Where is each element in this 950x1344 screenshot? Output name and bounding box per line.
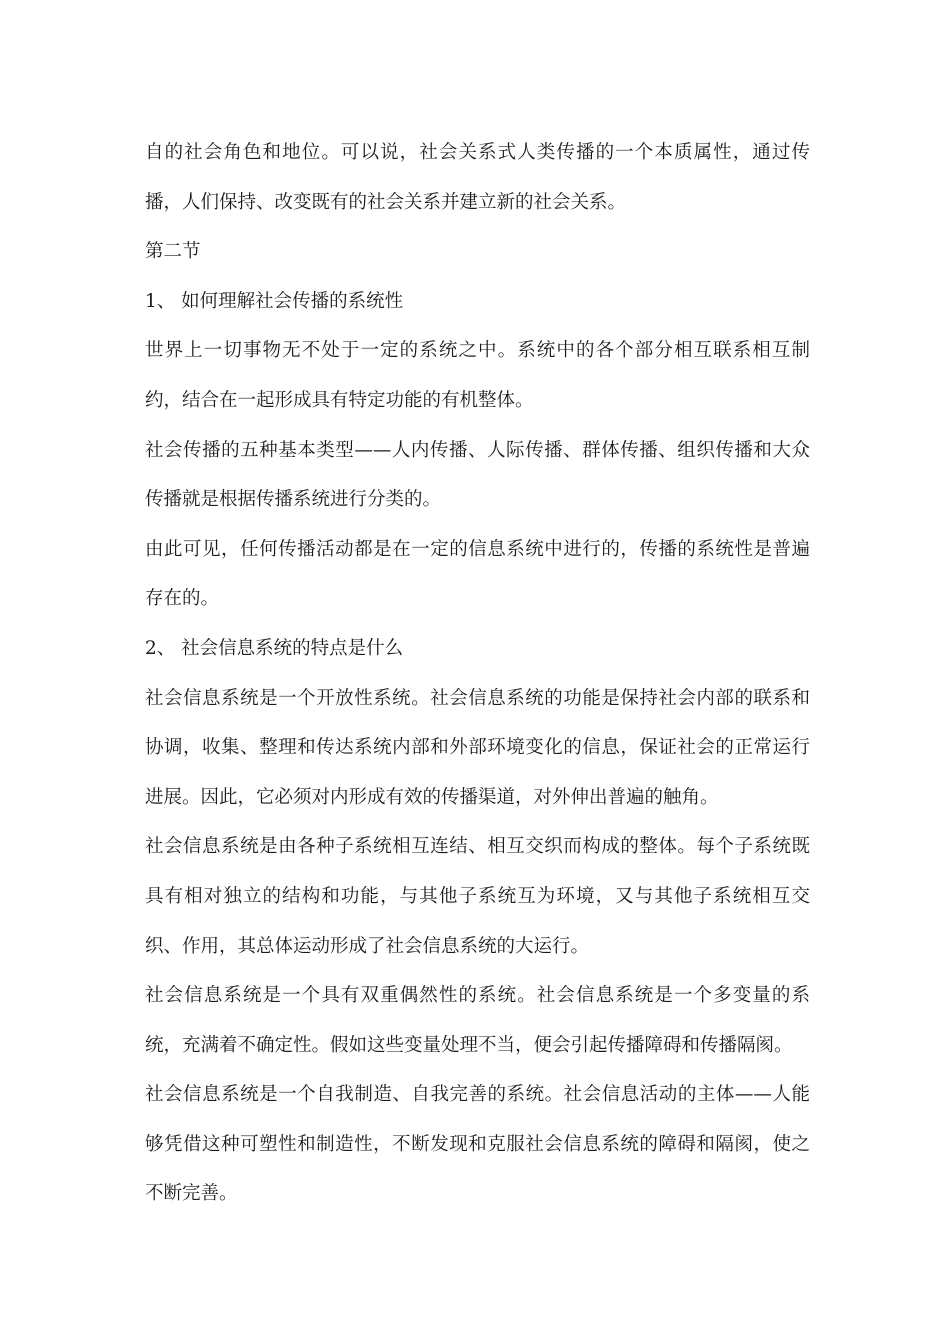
paragraph-system-overview: 世界上一切事物无不处于一定的系统之中。系统中的各个部分相互联系相互制约，结合在一起形成具有特定功能的有机整体。 — [145, 340, 810, 411]
question-heading-1: 1、 如何理解社会传播的系统性 — [145, 290, 404, 312]
question-heading-2: 2、 社会信息系统的特点是什么 — [145, 637, 404, 659]
paragraph-communication-types: 社会传播的五种基本类型——人内传播、人际传播、群体传播、组织传播和大众传播就是根据传播系统进行分类的。 — [145, 439, 810, 511]
paragraph-systematic-conclusion: 由此可见，任何传播活动都是在一定的信息系统中进行的，传播的系统性是普遍存在的。 — [145, 538, 810, 610]
section-heading: 第二节 — [145, 241, 201, 263]
paragraph-intro-continuation: 自的社会角色和地位。可以说，社会关系式人类传播的一个本质属性，通过传播，人们保持、改变既有的社会关系并建立新的社会关系。 — [145, 142, 810, 213]
paragraph-subsystems: 社会信息系统是由各种子系统相互连结、相互交织而构成的整体。每个子系统既具有相对独立的结构和功能，与其他子系统互为环境，又与其他子系统相互交织、作用，其总体运动形成了社会信息系统的大运行。 — [145, 836, 810, 957]
document-body — [145, 128, 810, 1219]
paragraph-self-improving: 社会信息系统是一个自我制造、自我完善的系统。社会信息活动的主体——人能够凭借这种可塑性和制造性，不断发现和克服社会信息系统的障碍和隔阂，使之不断完善。 — [145, 1084, 810, 1205]
paragraph-open-system: 社会信息系统是一个开放性系统。社会信息系统的功能是保持社会内部的联系和协调，收集、整理和传达系统内部和外部环境变化的信息，保证社会的正常运行进展。因此，它必须对内形成有效的传播渠道，对外伸出普遍的触角。 — [145, 687, 810, 808]
paragraph-double-contingency: 社会信息系统是一个具有双重偶然性的系统。社会信息系统是一个多变量的系统，充满着不确定性。假如这些变量处理不当，便会引起传播障碍和传播隔阂。 — [145, 985, 810, 1056]
